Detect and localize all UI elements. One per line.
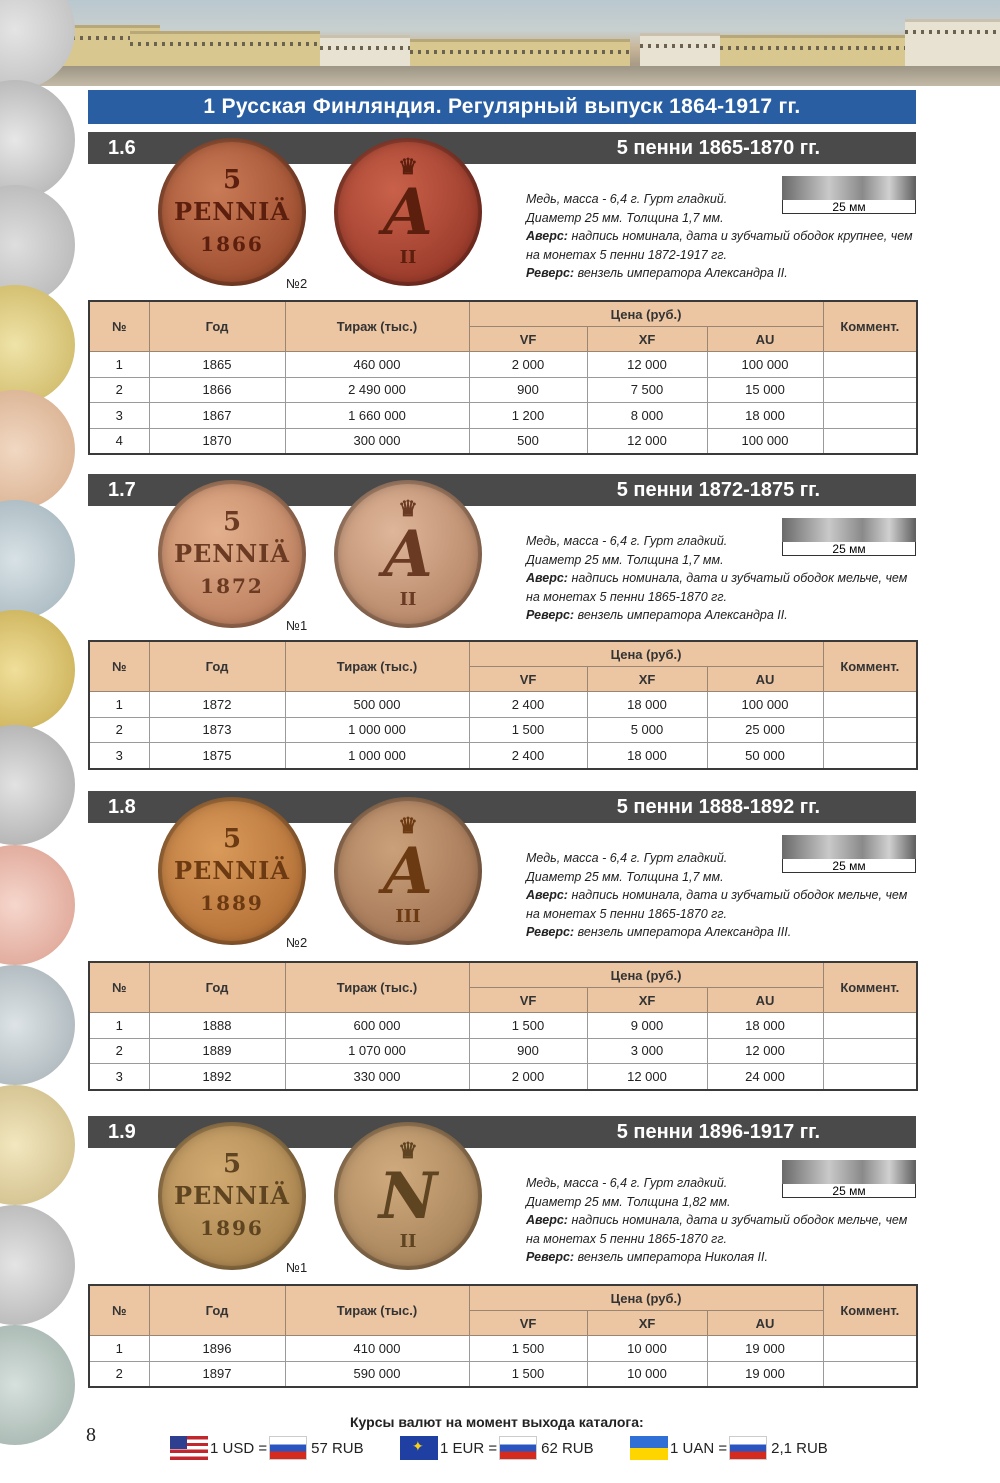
crown-icon: ♛ [398,1138,418,1164]
header-vf: VF [469,1311,587,1336]
coin-reverse-image [334,138,482,286]
decorative-coin-image [0,1325,75,1445]
table-cell: 4 [89,428,149,454]
usa-flag-icon [170,1436,208,1460]
rate-to: 57 RUB [311,1439,364,1457]
header-year: Год [149,301,285,352]
edge-scale-label: 25 мм [782,1184,916,1198]
obverse-label: Аверс: [526,229,568,243]
header-vf: VF [469,327,587,352]
table-cell [823,1013,917,1039]
table-cell: 3 [89,743,149,769]
header-no: № [89,301,149,352]
description-line: Диаметр 25 мм. Толщина 1,7 мм. [526,210,724,225]
coin-year: 1872 [200,574,264,598]
header-comment: Коммент. [823,1285,917,1336]
decorative-coin-image [0,725,75,845]
description-line: Медь, масса - 6,4 г. Гурт гладкий. [526,851,728,865]
coin-word: PENNIÄ [173,1181,291,1210]
table-cell [823,352,917,378]
coin-obverse-image [158,480,306,628]
table-cell: 590 000 [285,1361,469,1387]
table-cell: 8 000 [587,403,707,429]
decorative-coin-image [0,1085,75,1205]
table-cell: 19 000 [707,1336,823,1362]
exchange-rate-usd [170,1436,364,1460]
decorative-coin-image [0,610,75,730]
header-price: Цена (руб.) [469,641,823,667]
table-cell: 5 000 [587,717,707,743]
description-obverse [526,1211,916,1248]
table-cell: 18 000 [587,743,707,769]
header-no: № [89,1285,149,1336]
header-year: Год [149,1285,285,1336]
table-cell: 500 000 [285,692,469,718]
table-cell: 1 [89,1013,149,1039]
description-reverse [526,923,916,942]
description-obverse [526,227,916,264]
decorative-coin-image [0,500,75,620]
table-cell: 2 [89,1361,149,1387]
table-row [89,1038,917,1064]
table-cell: 12 000 [587,1064,707,1090]
edge-sample-image [782,518,916,558]
table-cell: 10 000 [587,1361,707,1387]
coin-reference: №1 [286,618,308,633]
coin-year: 1889 [200,891,264,915]
reverse-label: Реверс: [526,925,575,939]
table-cell: 1866 [149,377,285,403]
reverse-label: Реверс: [526,266,575,280]
coin-obverse-image [158,797,306,945]
coin-regnal-number: II [399,1231,417,1252]
coin-reference: №1 [286,1260,308,1275]
edge-texture [782,1160,916,1184]
decorative-coin-image [0,845,75,965]
coin-word: PENNIÄ [173,856,291,885]
monogram-icon: A [383,517,433,592]
catalog-table [88,300,918,455]
obverse-text: надпись номинала, дата и зубчатый ободок крупнее, чем на монетах 5 пенни 1872-1917 гг. [526,229,913,262]
reverse-text: вензель императора Александра III. [577,925,792,939]
header-price: Цена (руб.) [469,962,823,988]
table-cell: 3 [89,1064,149,1090]
header-vf: VF [469,667,587,692]
table-cell: 500 [469,428,587,454]
table-cell: 1870 [149,428,285,454]
reverse-text: вензель императора Александра II. [577,266,788,280]
header-mintage: Тираж (тыс.) [285,1285,469,1336]
description-line: Медь, масса - 6,4 г. Гурт гладкий. [526,1176,728,1190]
rate-from: 1 EUR = [440,1439,498,1457]
table-cell: 12 000 [587,428,707,454]
rate-to: 2,1 RUB [771,1439,828,1457]
description-reverse [526,606,916,625]
table-cell: 100 000 [707,692,823,718]
obverse-text: надпись номинала, дата и зубчатый ободок мельче, чем на монетах 5 пенни 1865-1870 гг. [526,571,908,604]
table-row [89,1013,917,1039]
description-line: Диаметр 25 мм. Толщина 1,82 мм. [526,1194,731,1209]
coin-denomination: 5 [222,165,242,195]
obverse-label: Аверс: [526,1213,568,1227]
header-xf: XF [587,1311,707,1336]
table-cell: 2 [89,377,149,403]
header-comment: Коммент. [823,301,917,352]
table-cell: 1 000 000 [285,717,469,743]
russia-flag-icon [499,1436,537,1460]
table-cell [823,1361,917,1387]
catalog-table [88,961,918,1091]
header-mintage: Тираж (тыс.) [285,301,469,352]
table-row [89,377,917,403]
decorative-coin-image [0,1205,75,1325]
edge-texture [782,176,916,200]
table-cell: 1 [89,692,149,718]
header-xf: XF [587,667,707,692]
description-line: Диаметр 25 мм. Толщина 1,7 мм. [526,552,724,567]
table-cell [823,1064,917,1090]
obverse-label: Аверс: [526,888,568,902]
table-cell: 3 [89,403,149,429]
reverse-label: Реверс: [526,1250,575,1264]
table-row [89,1064,917,1090]
rate-to: 62 RUB [541,1439,594,1457]
section-number: 1.9 [108,1121,136,1143]
header-au: AU [707,327,823,352]
table-cell: 1897 [149,1361,285,1387]
table-cell: 2 490 000 [285,377,469,403]
header-mintage: Тираж (тыс.) [285,641,469,692]
coin-denomination: 5 [222,1149,242,1179]
coin-regnal-number: II [399,247,417,268]
table-cell: 3 000 [587,1038,707,1064]
table-cell: 1 500 [469,1336,587,1362]
section-title: 5 пенни 1865-1870 гг. [616,137,820,159]
edge-sample-image [782,1160,916,1200]
crown-icon: ♛ [398,496,418,522]
coin-reverse-image [334,797,482,945]
exchange-rate-eur [400,1436,594,1460]
eu-flag-icon [400,1436,438,1460]
reverse-text: вензель императора Александра II. [577,608,788,622]
coin-obverse-image [158,138,306,286]
catalog-table [88,1284,918,1388]
table-cell [823,743,917,769]
coin-word: PENNIÄ [173,539,291,568]
edge-texture [782,518,916,542]
table-cell [823,428,917,454]
table-cell: 600 000 [285,1013,469,1039]
table-cell: 1888 [149,1013,285,1039]
coin-reference: №2 [286,276,308,291]
header-price: Цена (руб.) [469,1285,823,1311]
table-cell: 9 000 [587,1013,707,1039]
table-cell: 100 000 [707,352,823,378]
decorative-coin-image [0,285,75,405]
section-title: 5 пенни 1872-1875 гг. [616,479,820,501]
table-cell [823,1336,917,1362]
decorative-coin-image [0,80,75,200]
edge-scale-label: 25 мм [782,542,916,556]
table-cell: 25 000 [707,717,823,743]
rate-from: 1 USD = [210,1439,268,1457]
table-cell: 1865 [149,352,285,378]
table-row [89,717,917,743]
table-cell: 18 000 [587,692,707,718]
description-line: Медь, масса - 6,4 г. Гурт гладкий. [526,192,728,206]
table-cell [823,377,917,403]
section-title: 5 пенни 1896-1917 гг. [616,1121,820,1143]
edge-sample-image [782,176,916,216]
table-cell: 330 000 [285,1064,469,1090]
table-cell: 1 200 [469,403,587,429]
table-cell: 300 000 [285,428,469,454]
table-cell: 900 [469,377,587,403]
table-cell: 1 000 000 [285,743,469,769]
header-au: AU [707,1311,823,1336]
table-cell: 2 000 [469,352,587,378]
table-cell [823,717,917,743]
description-line: Диаметр 25 мм. Толщина 1,7 мм. [526,869,724,884]
reverse-label: Реверс: [526,608,575,622]
section-number: 1.8 [108,796,136,818]
obverse-text: надпись номинала, дата и зубчатый ободок мельче, чем на монетах 5 пенни 1865-1870 гг. [526,1213,908,1246]
table-cell: 2 [89,717,149,743]
table-cell: 50 000 [707,743,823,769]
header-panorama-image [0,0,1000,86]
coin-regnal-number: III [395,906,421,927]
table-cell: 410 000 [285,1336,469,1362]
table-cell [823,692,917,718]
coin-denomination: 5 [222,507,242,537]
header-year: Год [149,962,285,1013]
table-cell [823,403,917,429]
table-row [89,692,917,718]
crown-icon: ♛ [398,813,418,839]
edge-scale-label: 25 мм [782,200,916,214]
table-cell: 1 500 [469,1361,587,1387]
obverse-text: надпись номинала, дата и зубчатый ободок мельче, чем на монетах 5 пенни 1865-1870 гг. [526,888,908,921]
table-cell: 1 660 000 [285,403,469,429]
table-cell: 1872 [149,692,285,718]
description-reverse [526,1248,916,1267]
header-vf: VF [469,988,587,1013]
decorative-coin-image [0,0,75,90]
coin-reverse-image [334,1122,482,1270]
table-cell: 12 000 [707,1038,823,1064]
section-title: 5 пенни 1888-1892 гг. [616,796,820,818]
table-row [89,403,917,429]
table-cell: 15 000 [707,377,823,403]
table-row [89,1336,917,1362]
table-cell: 12 000 [587,352,707,378]
page-number: 8 [86,1424,96,1446]
header-comment: Коммент. [823,962,917,1013]
header-no: № [89,641,149,692]
header-mintage: Тираж (тыс.) [285,962,469,1013]
description-obverse [526,886,916,923]
coin-reverse-image [334,480,482,628]
coin-word: PENNIÄ [173,197,291,226]
rate-from: 1 UAN = [670,1439,728,1457]
header-xf: XF [587,327,707,352]
table-cell: 19 000 [707,1361,823,1387]
header-year: Год [149,641,285,692]
table-row [89,352,917,378]
table-cell: 18 000 [707,403,823,429]
table-row [89,428,917,454]
obverse-label: Аверс: [526,571,568,585]
coin-year: 1896 [200,1216,264,1240]
table-cell: 1 [89,1336,149,1362]
table-cell: 1 500 [469,1013,587,1039]
description-line: Медь, масса - 6,4 г. Гурт гладкий. [526,534,728,548]
russia-flag-icon [269,1436,307,1460]
table-cell: 24 000 [707,1064,823,1090]
coin-obverse-image [158,1122,306,1270]
table-cell: 100 000 [707,428,823,454]
monogram-icon: A [383,175,433,250]
header-au: AU [707,988,823,1013]
header-xf: XF [587,988,707,1013]
description-reverse [526,264,916,283]
coin-regnal-number: II [399,589,417,610]
edge-sample-image [782,835,916,875]
table-cell: 2 400 [469,692,587,718]
decorative-coin-image [0,965,75,1085]
header-price: Цена (руб.) [469,301,823,327]
table-cell: 1 070 000 [285,1038,469,1064]
ukraine-flag-icon [630,1436,668,1460]
page-title: 1 Русская Финляндия. Регулярный выпуск 1864-1917 гг. [88,90,916,124]
header-no: № [89,962,149,1013]
edge-texture [782,835,916,859]
coin-year: 1866 [200,232,264,256]
header-au: AU [707,667,823,692]
section-number: 1.7 [108,479,136,501]
russia-flag-icon [729,1436,767,1460]
monogram-icon: A [383,834,433,909]
table-cell: 1896 [149,1336,285,1362]
table-cell: 18 000 [707,1013,823,1039]
exchange-rates-title: Курсы валют на момент выхода каталога: [350,1414,644,1430]
header-comment: Коммент. [823,641,917,692]
exchange-rate-uan [630,1436,828,1460]
table-cell: 1 500 [469,717,587,743]
table-cell: 1875 [149,743,285,769]
table-cell: 460 000 [285,352,469,378]
monogram-icon: N [378,1159,438,1234]
table-cell: 1867 [149,403,285,429]
table-cell: 1 [89,352,149,378]
reverse-text: вензель императора Николая II. [577,1250,768,1264]
decorative-coin-strip [0,0,78,1483]
table-row [89,743,917,769]
edge-scale-label: 25 мм [782,859,916,873]
table-cell: 2 400 [469,743,587,769]
coin-denomination: 5 [222,824,242,854]
table-cell: 1892 [149,1064,285,1090]
description-obverse [526,569,916,606]
table-cell [823,1038,917,1064]
table-cell: 10 000 [587,1336,707,1362]
table-cell: 7 500 [587,377,707,403]
decorative-coin-image [0,390,75,510]
table-cell: 2 [89,1038,149,1064]
table-cell: 1873 [149,717,285,743]
table-row [89,1361,917,1387]
crown-icon: ♛ [398,154,418,180]
section-number: 1.6 [108,137,136,159]
catalog-table [88,640,918,770]
table-cell: 1889 [149,1038,285,1064]
table-cell: 900 [469,1038,587,1064]
table-cell: 2 000 [469,1064,587,1090]
coin-reference: №2 [286,935,308,950]
